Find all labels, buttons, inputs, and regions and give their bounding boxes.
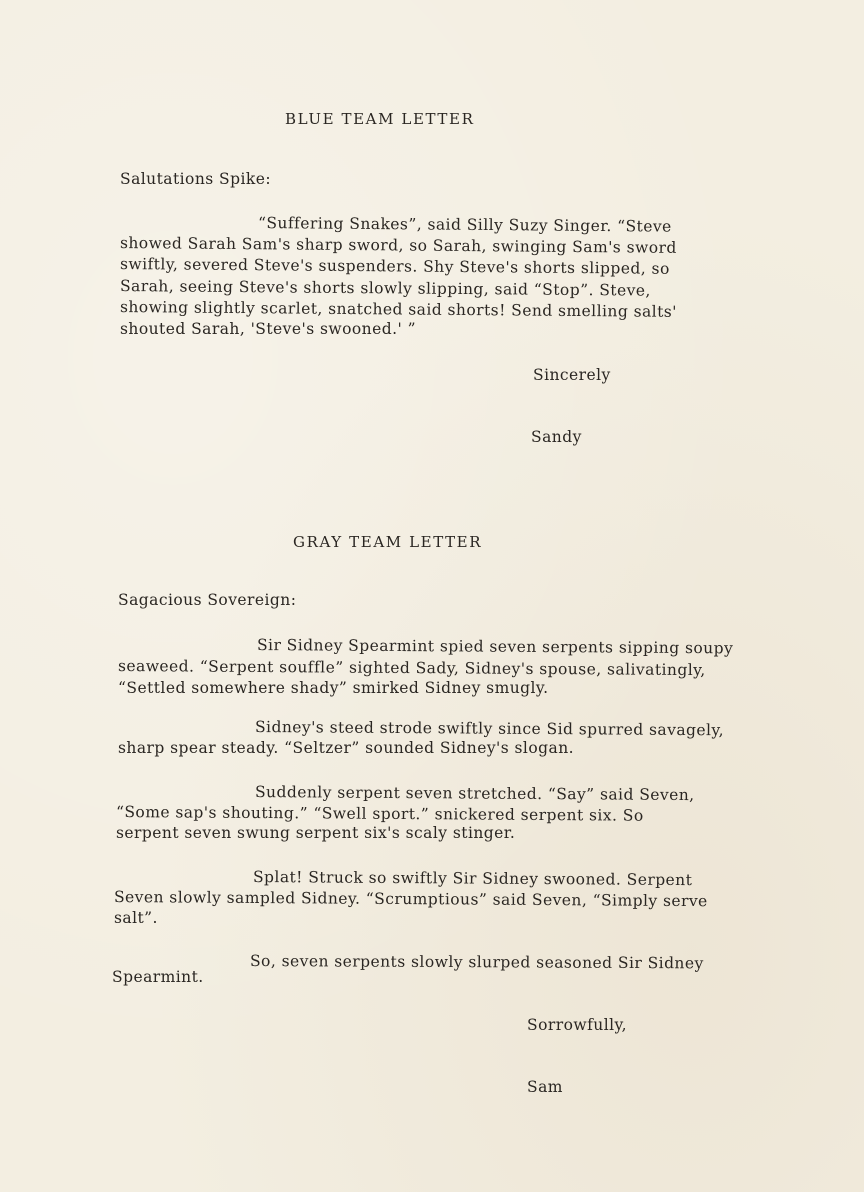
- gray-letter-salutation: Sagacious Sovereign:: [118, 591, 297, 609]
- gray-letter-body-line: “Some sap's shouting.” “Swell sport.” snickered serpent six. So: [115, 803, 644, 825]
- gray-letter-body-line: sharp spear steady. “Seltzer” sounded Sidney's slogan.: [118, 739, 574, 757]
- gray-letter-body-line: So, seven serpents slowly slurped seasoned Sir Sidney: [249, 952, 704, 973]
- gray-letter-body-line: Sidney's steed strode swiftly since Sid spurred savagely,: [254, 718, 725, 740]
- blue-letter-body-line: showed Sarah Sam's sharp sword, so Sarah, swinging Sam's sword: [119, 234, 677, 257]
- gray-letter-body-line: Sir Sidney Spearmint spied seven serpents sipping soupy: [256, 636, 734, 658]
- blue-letter-body-line: shouted Sarah, 'Steve's swooned.' ”: [120, 320, 416, 338]
- blue-letter-body-line: Sarah, seeing Steve's shorts slowly slipping, said “Stop”. Steve,: [119, 277, 651, 300]
- gray-letter-signature: Sam: [527, 1078, 563, 1096]
- blue-letter-body-line: “Suffering Snakes”, said Silly Suzy Singer. “Steve: [257, 214, 672, 236]
- gray-letter-body-line: Spearmint.: [112, 968, 204, 986]
- gray-letter-closing: Sorrowfully,: [527, 1016, 628, 1034]
- gray-letter-body-line: Seven slowly sampled Sidney. “Scrumptious” said Seven, “Simply serve: [113, 888, 708, 911]
- gray-letter-body-line: serpent seven swung serpent six's scaly stinger.: [116, 824, 516, 842]
- gray-letter-body-line: seaweed. “Serpent souffle” sighted Sady, Sidney's spouse, salivatingly,: [117, 657, 706, 680]
- gray-letter-body-line: salt”.: [114, 909, 158, 927]
- blue-letter-body-line: swiftly, severed Steve's suspenders. Shy Steve's shorts slipped, so: [119, 255, 670, 278]
- gray-letter-heading: GRAY TEAM LETTER: [293, 533, 483, 551]
- blue-letter-salutation: Salutations Spike:: [120, 170, 272, 188]
- gray-letter-body-line: Splat! Struck so swiftly Sir Sidney swooned. Serpent: [252, 868, 693, 890]
- blue-letter-closing: Sincerely: [533, 366, 611, 384]
- gray-letter-body-line: “Settled somewhere shady” smirked Sidney smugly.: [118, 679, 549, 697]
- blue-letter-signature: Sandy: [531, 428, 582, 446]
- blue-letter-heading: BLUE TEAM LETTER: [285, 110, 475, 128]
- gray-letter-body-line: Suddenly serpent seven stretched. “Say” said Seven,: [254, 783, 695, 805]
- blue-letter-body-line: showing slightly scarlet, snatched said shorts! Send smelling salts': [119, 298, 678, 321]
